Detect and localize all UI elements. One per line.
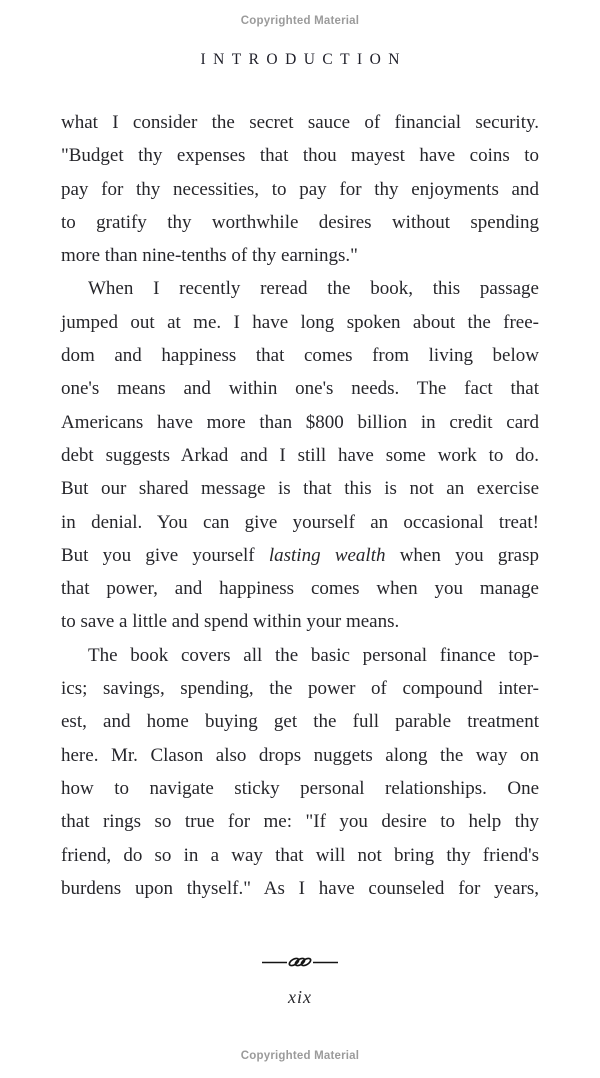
- section-divider: [0, 953, 600, 971]
- body-line: friend, do so in a way that will not bring thy friend's: [61, 844, 539, 866]
- rope-twist-rule-icon: [260, 953, 340, 971]
- body-line: here. Mr. Clason also drops nuggets along the way on: [61, 744, 539, 766]
- body-line: to save a little and spend within your means.: [61, 611, 400, 633]
- body-line: that rings so true for me: "If you desire to help thy: [61, 811, 539, 833]
- body-line: ics; savings, spending, the power of compound inter-: [61, 678, 539, 700]
- body-line: [61, 539, 539, 572]
- body-line: Americans have more than $800 billion in credit card: [61, 411, 539, 433]
- page-number: xix: [288, 987, 312, 1008]
- chapter-heading: INTRODUCTION: [200, 51, 407, 68]
- body-line: that power, and happiness comes when you manage: [61, 578, 539, 600]
- body-text: [61, 106, 539, 905]
- body-line: more than nine-tenths of thy earnings.": [61, 245, 358, 267]
- body-line: debt suggests Arkad and I still have some work to do.: [61, 444, 539, 466]
- body-line: one's means and within one's needs. The fact that: [61, 378, 539, 400]
- body-line: jumped out at me. I have long spoken about the free-: [61, 311, 539, 333]
- body-line: in denial. You can give yourself an occasional treat!: [61, 511, 539, 533]
- body-line: est, and home buying get the full parable treatment: [61, 711, 539, 733]
- body-line: to gratify thy worthwhile desires without spending: [61, 211, 539, 233]
- body-line: how to navigate sticky personal relationships. One: [61, 777, 539, 799]
- copyright-notice-bottom: Copyrighted Material: [240, 1050, 360, 1062]
- body-line-segment: But you give yourself: [61, 544, 269, 566]
- body-line: dom and happiness that comes from living below: [61, 345, 539, 367]
- copyright-notice-top: Copyrighted Material: [240, 15, 360, 27]
- body-line: The book covers all the basic personal finance top-: [88, 644, 539, 666]
- body-line: But our shared message is that this is not an exercise: [61, 478, 539, 500]
- body-line: burdens upon thyself." As I have counseled for years,: [61, 877, 539, 899]
- italic-phrase: lasting wealth: [268, 544, 386, 566]
- body-line: When I recently reread the book, this passage: [88, 278, 539, 300]
- body-line-segment: when you grasp: [385, 544, 539, 566]
- body-line: what I consider the secret sauce of financial security.: [61, 112, 539, 133]
- body-line: "Budget thy expenses that thou mayest have coins to: [61, 145, 539, 167]
- body-line: pay for thy necessities, to pay for thy enjoyments and: [61, 178, 539, 200]
